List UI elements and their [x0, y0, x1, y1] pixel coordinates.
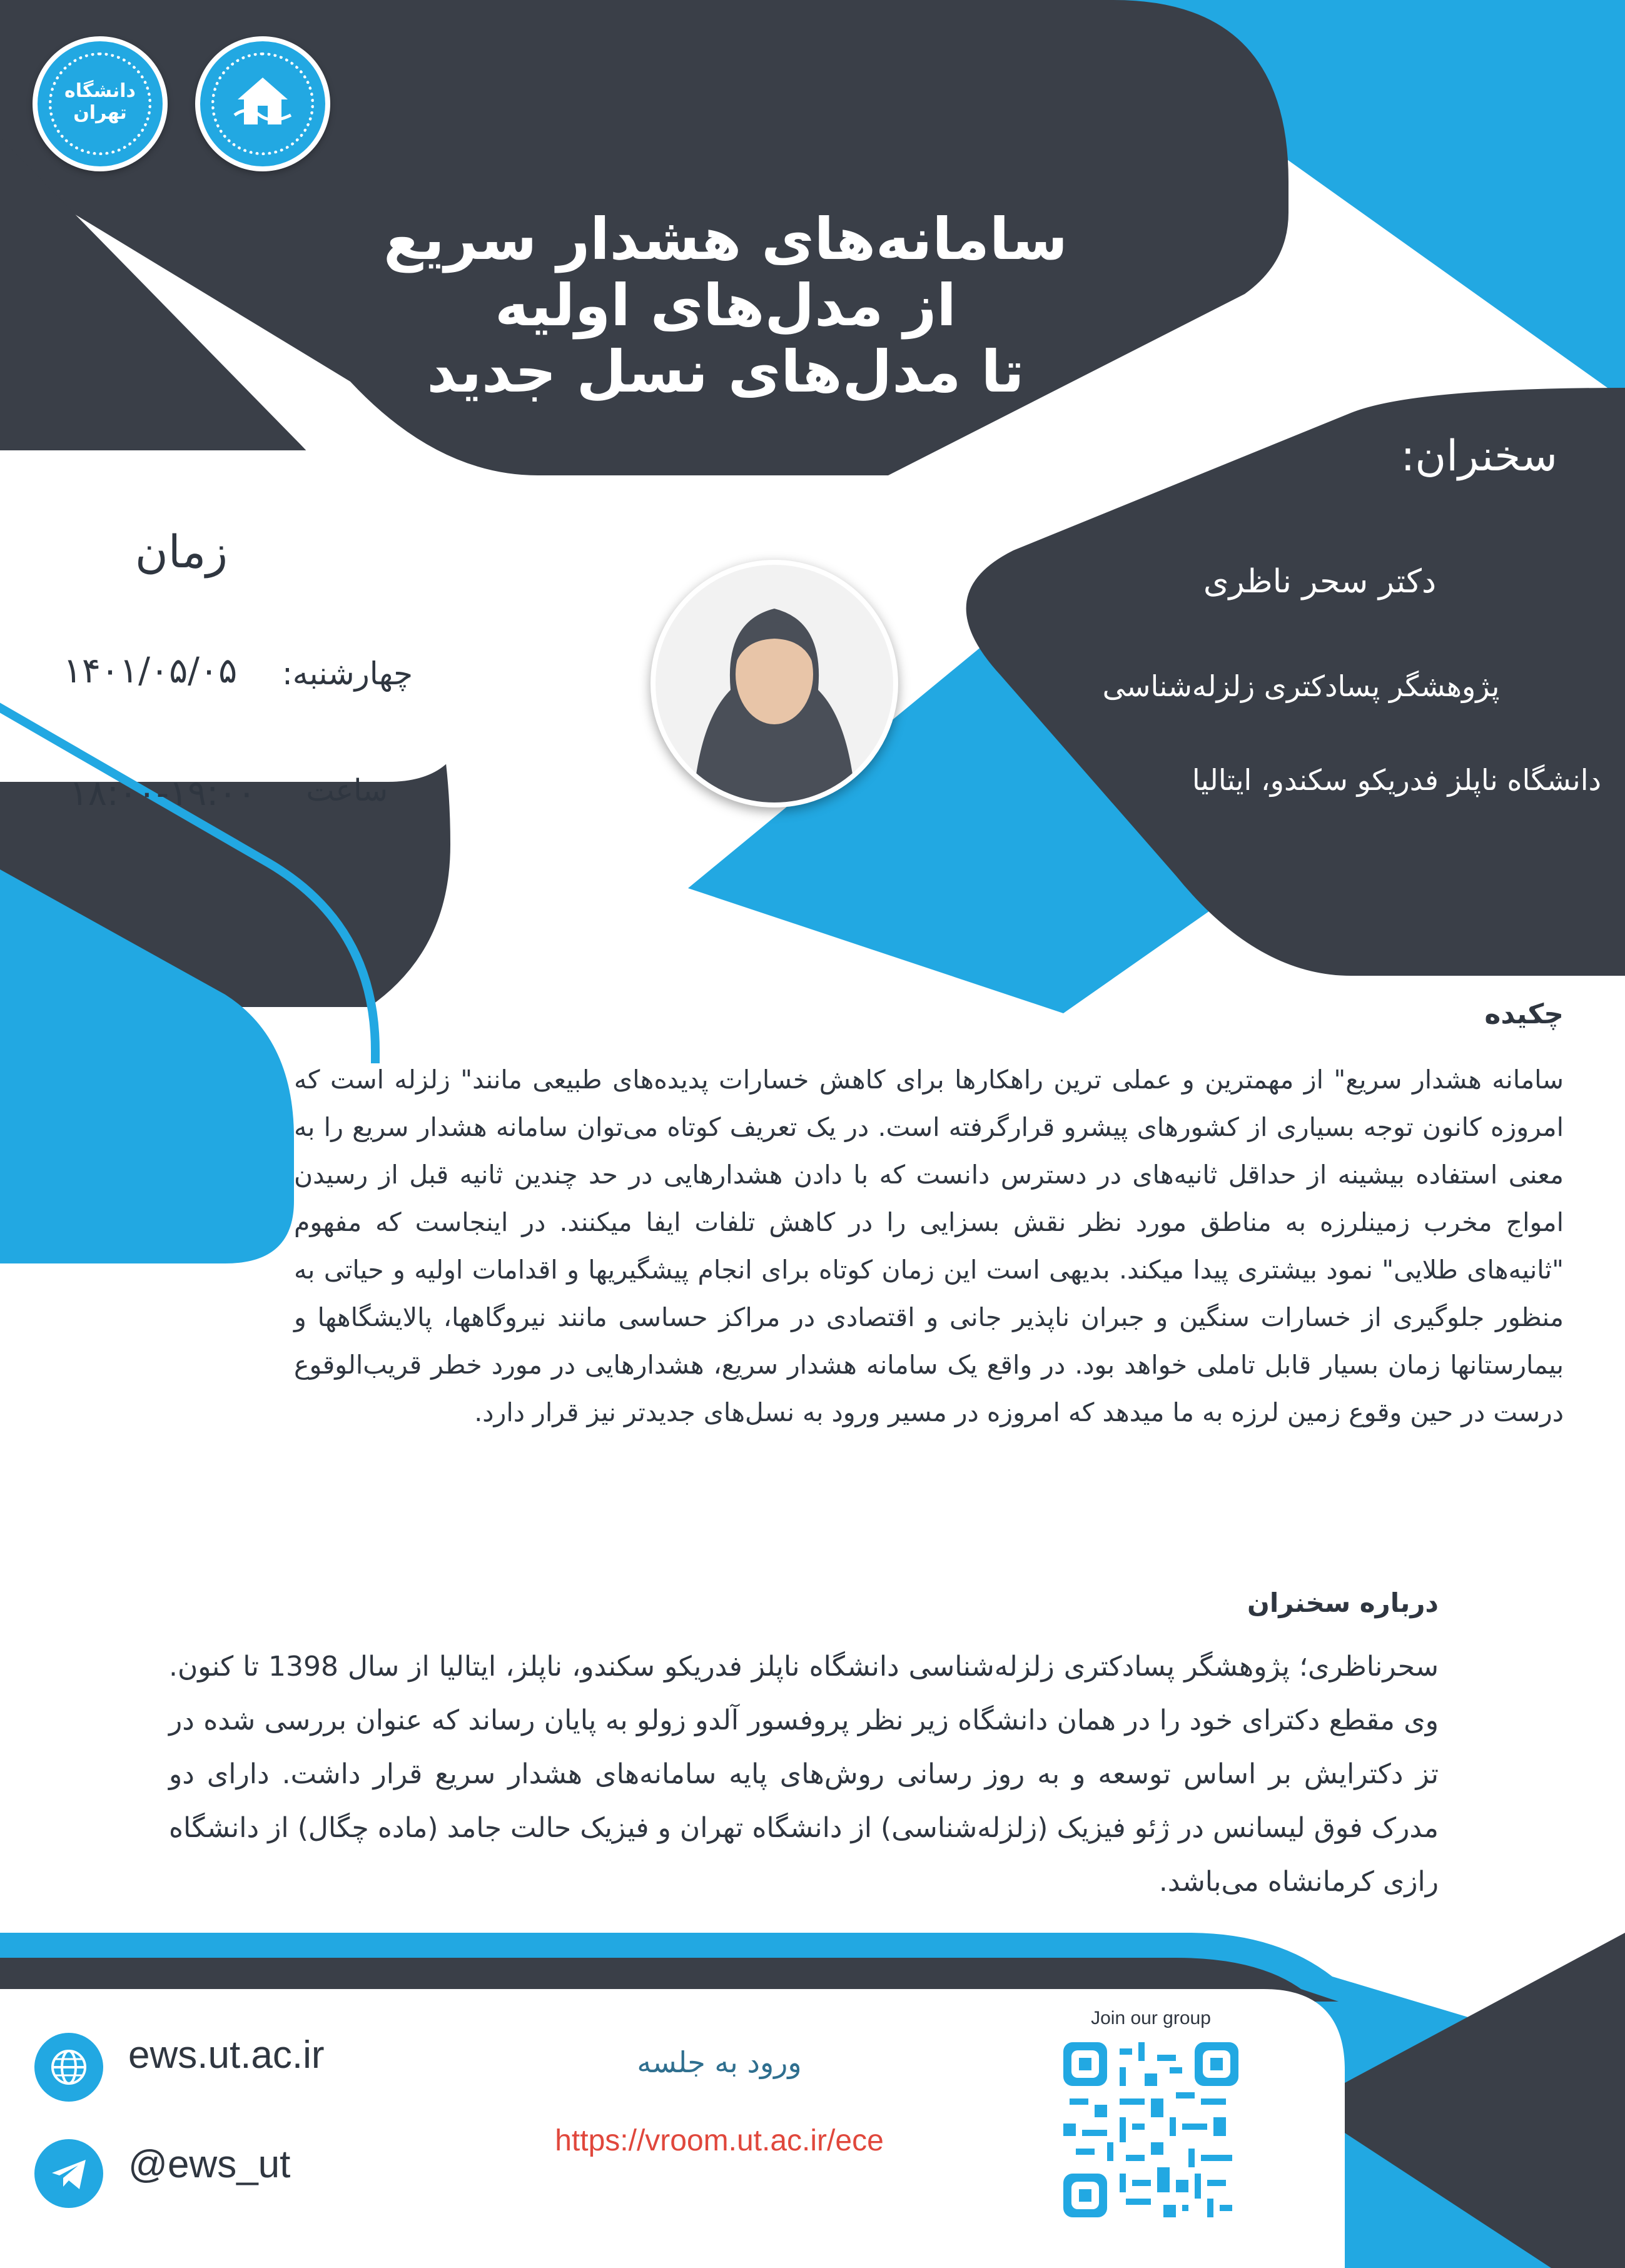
speaker-portrait [656, 565, 893, 802]
abstract-text: سامانه هشدار سریع" از مهمترین و عملی ترین راهکارها برای کاهش خسارات پدیده‌های طبیعی مانند" زلزله است که امروزه کانون توجه بسیاری از کشورهای پیشرو قرارگرفته است. در یک تعریف کوتاه می‌توان سامانه هشدار سریع را به معنی استفاده بیشینه از حداقل ثانیه‌های در دسترس دانست که با دادن هشدارهایی در حد چندین ثانیه قبل از رسیدن امواج مخرب زمینلرزه به مناطق مورد نظر نقش بسزایی را در کاهش تلفات ایفا میکنند. در اینجاست که مفهوم "ثانیه‌های طلایی" نمود بیشتری پیدا میکند. بدیهی است این زمان کوتاه برای انجام پیشگیریها و اقدامات اولیه و حیاتی به منظور جلوگیری از خسارات سنگین و جبران ناپذیر جانی و اقتصادی در مراکز حساسی مانند نیروگاهها، پالایشگاهها و بیمارستانها زمان بسیار قابل تاملی خواهد بود. در واقع یک سامانه هشدار سریع، هشدارهایی در مورد خطر قریب‌الوقوع درست در حین وقوع زمین لرزه به ما میدهد که امروزه در مسیر ورود به نسل‌های جدیدتر نیز قرار دارد. [294, 1065, 1564, 1427]
time-label: ساعت [306, 773, 388, 808]
university-logo [33, 36, 168, 171]
speaker-affiliation: دانشگاه ناپلز فدریکو سکندو، ایتالیا [1192, 763, 1601, 797]
date-value: ۱۴۰۱/۰۵/۰۵ [63, 651, 238, 691]
ews-house-logo [195, 36, 330, 171]
date-label: چهارشنبه: [281, 656, 413, 692]
title-line-2: از مدل‌های اولیه [495, 271, 956, 339]
join-session-url[interactable]: https://vroom.ut.ac.ir/ece [555, 2124, 884, 2157]
house-icon [231, 71, 294, 134]
telegram-handle[interactable]: @ews_ut [128, 2143, 291, 2186]
qr-code[interactable] [1063, 2042, 1238, 2217]
about-heading: درباره سخنران [1247, 1587, 1439, 1618]
event-title [350, 206, 1101, 405]
about-text: سحرناظری؛ پژوهشگر پسادکتری زلزله‌شناسی دانشگاه ناپلز فدریکو سکندو، ناپلز، ایتالیا از سال 1398 تا کنون. وی مقطع دکترای خود را در همان دانشگاه زیر نظر پروفسور آلدو زولو به پایان رساند که عنوان بررسی شده در تز دکترایش بر اساس توسعه و به روز رسانی روش‌های پایه سامانه‌های هشدار سریع قرار داشت. دارای دو مدرک فوق لیسانس در ژئو فیزیک (زلزله‌شناسی) از دانشگاه تهران و فیزیک حالت جامد (ماده چگال) از دانشگاه رازی کرمانشاه می‌باشد. [169, 1651, 1439, 1898]
website-link[interactable]: ews.ut.ac.ir [128, 2033, 325, 2077]
abstract-heading: چکیده [1484, 998, 1564, 1030]
globe-icon[interactable] [34, 2033, 103, 2102]
join-session-label: ورود به جلسه [637, 2045, 802, 2079]
speakers-heading: سخنران: [1400, 432, 1557, 481]
title-line-3: تا مدل‌های نسل جدید [427, 338, 1025, 405]
qr-caption: Join our group [1091, 2008, 1211, 2028]
telegram-icon[interactable] [34, 2139, 103, 2208]
speaker-name: دکتر سحر ناظری [1203, 563, 1437, 600]
qr-code-graphic [1063, 2042, 1238, 2217]
title-line-1: سامانه‌های هشدار سریع [383, 206, 1068, 273]
bg-white-left-panel [0, 450, 469, 782]
schedule-heading: زمان [134, 525, 228, 578]
speaker-photo [651, 560, 898, 807]
university-logo-text: دانشگاه تهران [64, 80, 136, 124]
time-value: ۱۸:۰۰-۱۹:۰۰ [69, 773, 256, 814]
speaker-position: پژوهشگر پسادکتری زلزله‌شناسی [1102, 669, 1500, 703]
